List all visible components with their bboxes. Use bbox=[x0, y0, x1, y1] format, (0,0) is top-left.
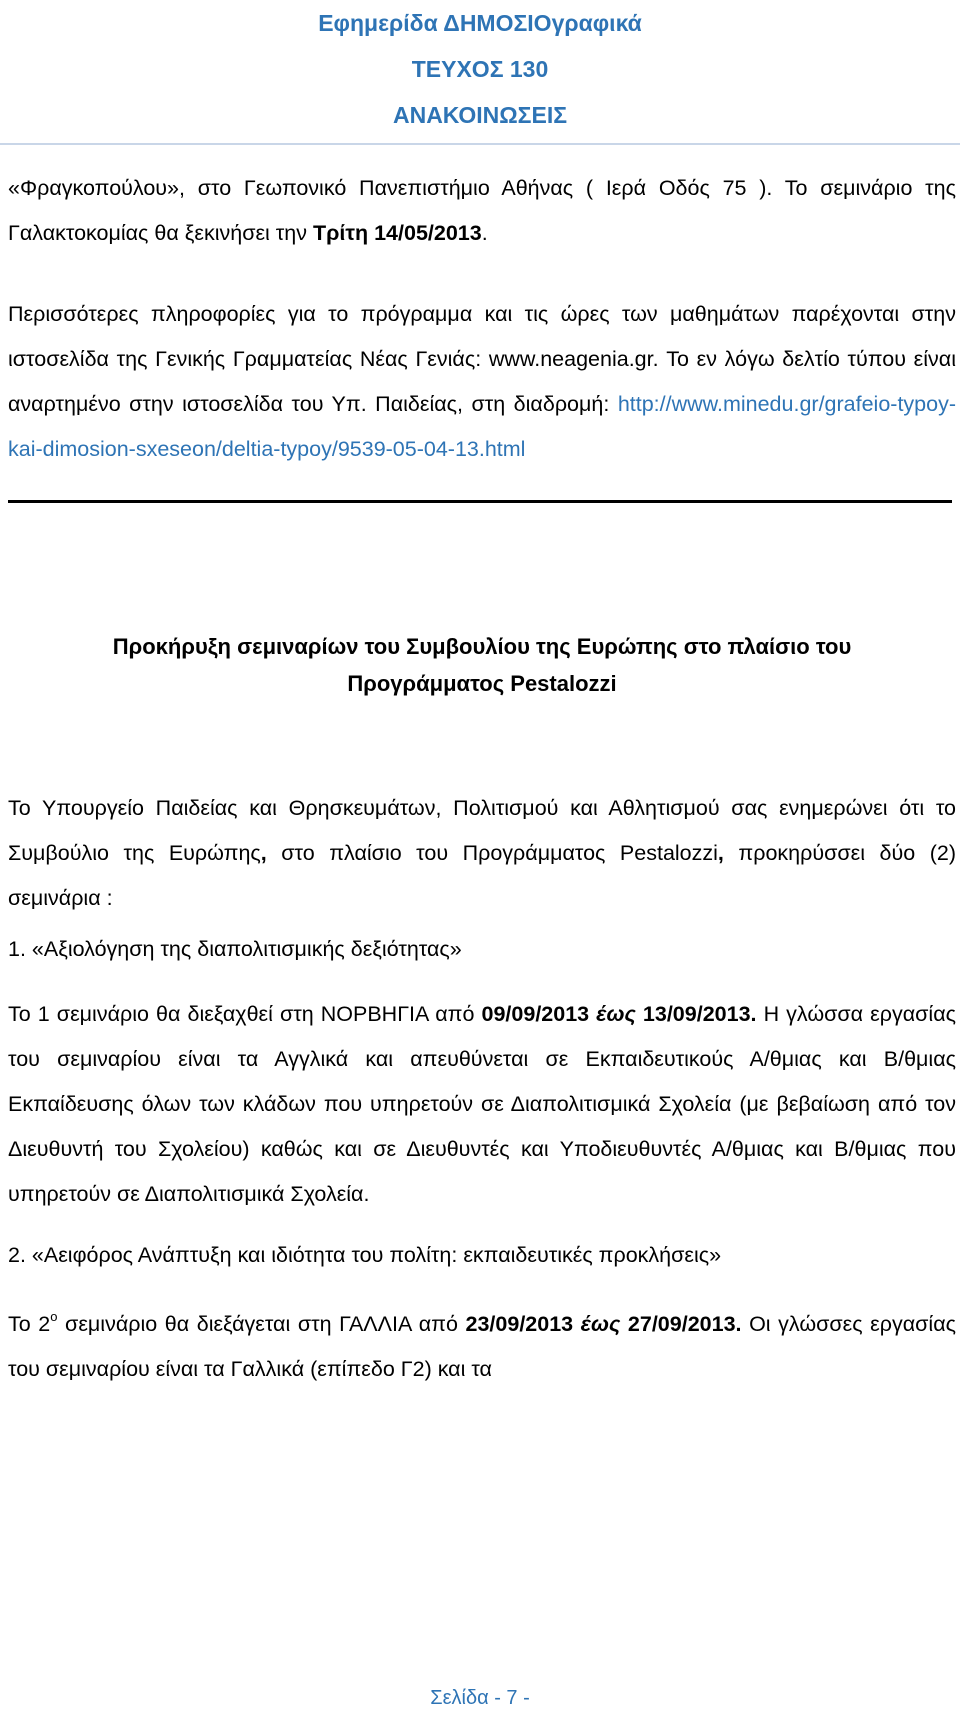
seminar-1-heading: 1. «Αξιολόγηση της διαπολιτισμικής δεξιότητας» bbox=[8, 937, 462, 961]
header-divider bbox=[0, 143, 960, 145]
section-title: Προκήρυξη σεμιναρίων του Συμβουλίου της Ευρώπης στο πλαίσιο του Προγράμματος Pestalozzi bbox=[112, 634, 852, 696]
page-content bbox=[8, 166, 956, 1392]
paragraph-seminar-start: «Φραγκοπούλου», στο Γεωπονικό Πανεπιστήμιο Αθήνας ( Ιερά Οδός 75 ). Το σεμινάριο της Γαλακτοκομίας θα ξεκινήσει την Τρίτη 14/05/2013. bbox=[8, 176, 956, 245]
page-header bbox=[0, 0, 960, 138]
publication-title: Εφημερίδα ΔΗΜΟΣΙΟγραφικά bbox=[318, 10, 642, 36]
page-number: Σελίδα - 7 - bbox=[430, 1687, 530, 1709]
seminar-2-heading: 2. «Αειφόρος Ανάπτυξη και ιδιότητα του πολίτη: εκπαιδευτικές προκλήσεις» bbox=[8, 1243, 722, 1267]
issue-number: ΤΕΥΧΟΣ 130 bbox=[411, 56, 549, 82]
seminar-2-date-to: 27/09/2013. bbox=[627, 1312, 742, 1336]
seminar-1-date-from: 09/09/2013 bbox=[481, 1002, 590, 1026]
start-date: Τρίτη 14/05/2013 bbox=[312, 221, 482, 245]
paragraph-intro: Το Υπουργείο Παιδείας και Θρησκευμάτων, Πολιτισμού και Αθλητισμού σας ενημερώνει ότι το Συμβούλιο της Ευρώπης, στο πλαίσιο του Προγράμματος Pestalozzi, προκηρύσσει δύο (2) σεμινάρια : bbox=[8, 796, 956, 910]
minedu-link[interactable]: http://www.minedu.gr/grafeio-typoy-kai-dimosion-sxeseon/deltia-typoy/9539-05-04-13.html bbox=[8, 392, 956, 461]
section-label: ΑΝΑΚΟΙΝΩΣΕΙΣ bbox=[392, 102, 568, 128]
seminar-1-details: Το 1 σεμινάριο θα διεξαχθεί στη ΝΟΡΒΗΓΙΑ από 09/09/2013 έως 13/09/2013. Η γλώσσα εργασίας του σεμιναρίου είναι τα Αγγλικά και απευθύνεται σε Εκπαιδευτικούς Α/θμιας και Β/θμιας Εκπαίδευσης όλων των κλάδων που υπηρετούν σε Διαπολιτισμικά Σχολεία (με βεβαίωση από τον Διευθυντή του Σχολείου) καθώς και σε Διευθυντές και Υποδιευθυντές Α/θμιας και Β/θμιας που υπηρετούν σε Διαπολιτισμικά Σχολεία. bbox=[8, 1002, 956, 1206]
seminar-1-date-to: 13/09/2013. bbox=[642, 1002, 757, 1026]
section-divider bbox=[8, 500, 952, 503]
seminar-2-details: Το $2^o$ σεμινάριο θα διεξάγεται στη ΓΑΛΛΙΑ από 23/09/2013 έως 27/09/2013. Οι γλώσσες εργασίας του σεμιναρίου είναι τα Γαλλικά (επίπεδο Γ2) και τα bbox=[8, 1309, 956, 1381]
seminar-2-date-from: 23/09/2013 bbox=[465, 1312, 574, 1336]
paragraph-more-info: Περισσότερες πληροφορίες για το πρόγραμμα και τις ώρες των μαθημάτων παρέχονται στην ιστοσελίδα της Γενικής Γραμματείας Νέας Γενιάς: www.neagenia.gr. Το εν λόγω δελτίο τύπου είναι αναρτημένο στην ιστοσελίδα του Υπ. Παιδείας, στη διαδρομή: http://www.minedu.gr/grafeio-typoy-kai-dimosion-sxeseon/deltia-typoy/9539-05-04-13.html bbox=[8, 302, 956, 461]
